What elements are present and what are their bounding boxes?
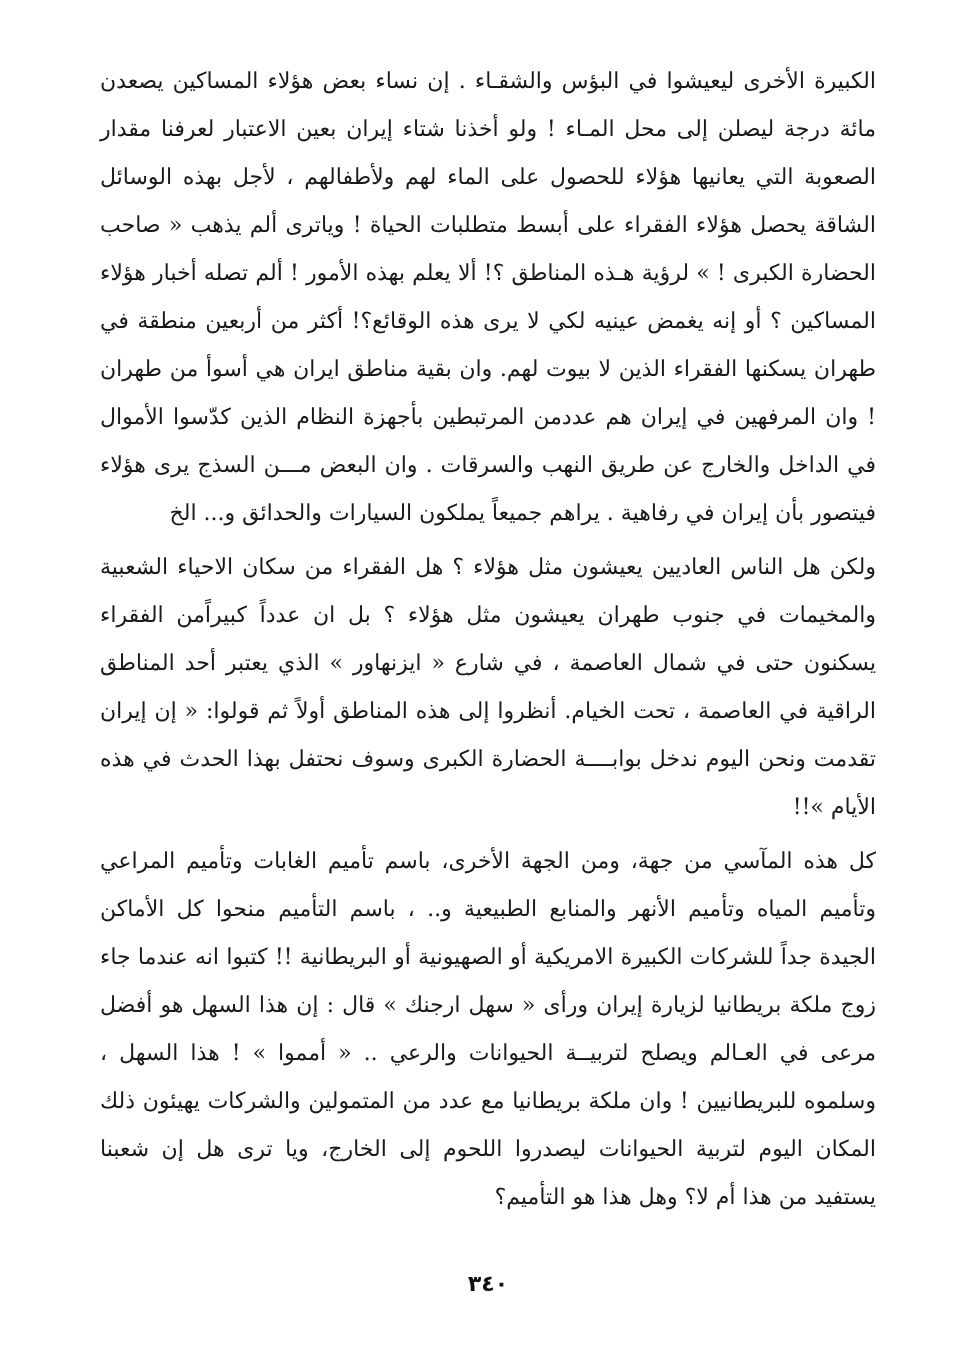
page-number: ٣٤٠ — [467, 1272, 509, 1297]
paragraph-1: الكبيرة الأخرى ليعيشوا في البؤس والشقـاء . إن نساء بعض هؤلاء المساكين يصعدن مائة درجة ليصلن إلى محل المـاء ! ولو أخذنا شتاء إيران بعين الاعتبار لعرفنا مقدار الصعوبة التي يعانيها هؤلاء للحصول على الماء لهم ولأطفالهم ، لأجل بهذه الوسائل الشاقة يحصل هؤلاء الفقراء على أبسط متطلبات الحياة ! وياترى ألم يذهب « صاحب الحضارة الكبرى ! » لرؤية هـذه المناطق ؟! ألا يعلم بهذه الأمور ! ألم تصله أخبار هؤلاء المساكين ؟ أو إنه يغمض عينيه لكي لا يرى هذه الوقائع؟! أكثر من أربعين منطقة في طهران يسكنها الفقراء الذين لا بيوت لهم. وان بقية مناطق ايران هي أسوأ من طهران ! وان المرفهين في إيران هم عددمن المرتبطين بأجهزة النظام الذين كدّسوا الأموال في الداخل والخارج عن طريق النهب والسرقات . وان البعض مـــن السذج يرى هؤلاء فيتصور بأن إيران في رفاهية . يراهم جميعاً يملكون السيارات والحدائق و... الخ — [100, 69, 876, 526]
paragraph-3: كل هذه المآسي من جهة، ومن الجهة الأخرى، باسم تأميم الغابات وتأميم المراعي وتأميم المياه وتأميم الأنهر والمنابع الطبيعية و.. ، باسم التأميم منحوا كل الأماكن الجيدة جداً للشركات الكبيرة الامريكية أو الصهيونية أو البريطانية !! كتبوا انه عندما جاء زوج ملكة بريطانيا لزيارة إيران ورأى « سهل ارجنك » قال : إن هذا السهل هو أفضل مرعى في العـالم ويصلح لتربيــة الحيوانات والرعي .. « أمموا » ! هذا السهل ، وسلموه للبريطانيين ! وان ملكة بريطانيا مع عدد من المتمولين والشركات يهيئون ذلك المكان اليوم لتربية الحيوانات ليصدروا اللحوم إلى الخارج، ويا ترى هل إن شعبنا يستفيد من هذا أم لا؟ وهل هذا هو التأميم؟ — [100, 849, 876, 1210]
page-body — [100, 58, 876, 1222]
paragraph-2: ولكن هل الناس العاديين يعيشون مثل هؤلاء ؟ هل الفقراء من سكان الاحياء الشعبية والمخيمات في جنوب طهران يعيشون مثل هؤلاء ؟ بل ان عدداً كبيراًمن الفقراء يسكنون حتى في شمال العاصمة ، في شارع « ايزنهاور » الذي يعتبر أحد المناطق الراقية في العاصمة ، تحت الخيام. أنظروا إلى هذه المناطق أولاً ثم قولوا: « إن إيران تقدمت ونحن اليوم ندخل بوابــــة الحضارة الكبرى وسوف نحتفل بهذا الحدث في هذه الأيام »!! — [100, 555, 876, 820]
